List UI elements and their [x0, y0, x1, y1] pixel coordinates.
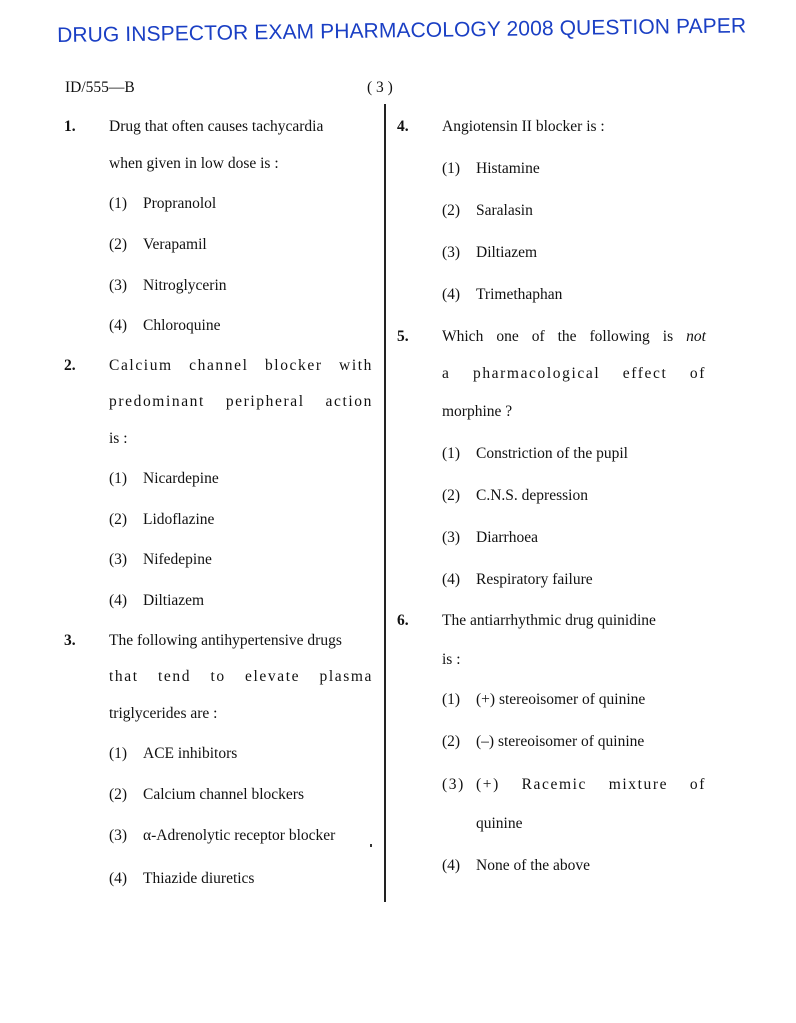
page-number: ( 3 ): [367, 79, 393, 96]
answer-option: (1) Nicardepine: [109, 470, 219, 487]
question-number: 2.: [64, 357, 76, 374]
column-divider: [384, 104, 386, 902]
answer-option: (2) Lidoflazine: [109, 511, 215, 528]
question-text: when given in low dose is :: [109, 155, 279, 172]
answer-option: (1) (+) stereoisomer of quinine: [442, 691, 646, 708]
answer-option: (1) Propranolol: [109, 195, 217, 212]
question-number: 4.: [397, 118, 409, 135]
answer-option: (1) ACE inhibitors: [109, 745, 238, 762]
question-text: Angiotensin II blocker is :: [442, 118, 605, 135]
answer-option: (3) (+) Racemic mixture of: [442, 776, 706, 793]
question-text: is :: [109, 430, 128, 447]
answer-option: (2) (–) stereoisomer of quinine: [442, 733, 645, 750]
answer-option: (4) Chloroquine: [109, 317, 221, 334]
question-text: that tend to elevate plasma: [109, 668, 373, 685]
question-text: Which one of the following is not: [442, 328, 706, 345]
question-text: Calcium channel blocker with: [109, 357, 373, 374]
question-number: 3.: [64, 632, 76, 649]
answer-option: (3) Diarrhoea: [442, 529, 538, 546]
question-text: a pharmacological effect of: [442, 365, 706, 382]
paper-id: ID/555—B: [65, 79, 135, 96]
question-text: The antiarrhythmic drug quinidine: [442, 612, 656, 629]
answer-option: (1) Constriction of the pupil: [442, 445, 628, 462]
answer-option: (2) Calcium channel blockers: [109, 786, 304, 803]
answer-option: (2) C.N.S. depression: [442, 487, 588, 504]
question-text: is :: [442, 651, 461, 668]
page-banner-title: DRUG INSPECTOR EXAM PHARMACOLOGY 2008 QUESTION PAPER: [57, 14, 747, 47]
answer-option: (4) Respiratory failure: [442, 571, 593, 588]
answer-option: (4) Thiazide diuretics: [109, 870, 255, 887]
answer-option: (4) Trimethaphan: [442, 286, 563, 303]
question-number: 6.: [397, 612, 409, 629]
question-text: predominant peripheral action: [109, 393, 373, 410]
answer-option: (4) Diltiazem: [109, 592, 205, 609]
ink-mark: [370, 844, 372, 847]
question-text: triglycerides are :: [109, 705, 218, 722]
answer-option: (3) α-Adrenolytic receptor blocker: [109, 827, 336, 844]
answer-option: (2) Saralasin: [442, 202, 533, 219]
answer-option-continued: quinine: [476, 815, 523, 832]
answer-option: (2) Verapamil: [109, 236, 207, 253]
question-number: 1.: [64, 118, 76, 135]
question-text: morphine ?: [442, 403, 513, 420]
answer-option: (3) Diltiazem: [442, 244, 538, 261]
question-text: Drug that often causes tachycardia: [109, 118, 324, 135]
answer-option: (1) Histamine: [442, 160, 540, 177]
answer-option: (4) None of the above: [442, 857, 591, 874]
question-text: The following antihypertensive drugs: [109, 632, 342, 649]
question-number: 5.: [397, 328, 409, 345]
answer-option: (3) Nifedepine: [109, 551, 212, 568]
answer-option: (3) Nitroglycerin: [109, 277, 227, 294]
